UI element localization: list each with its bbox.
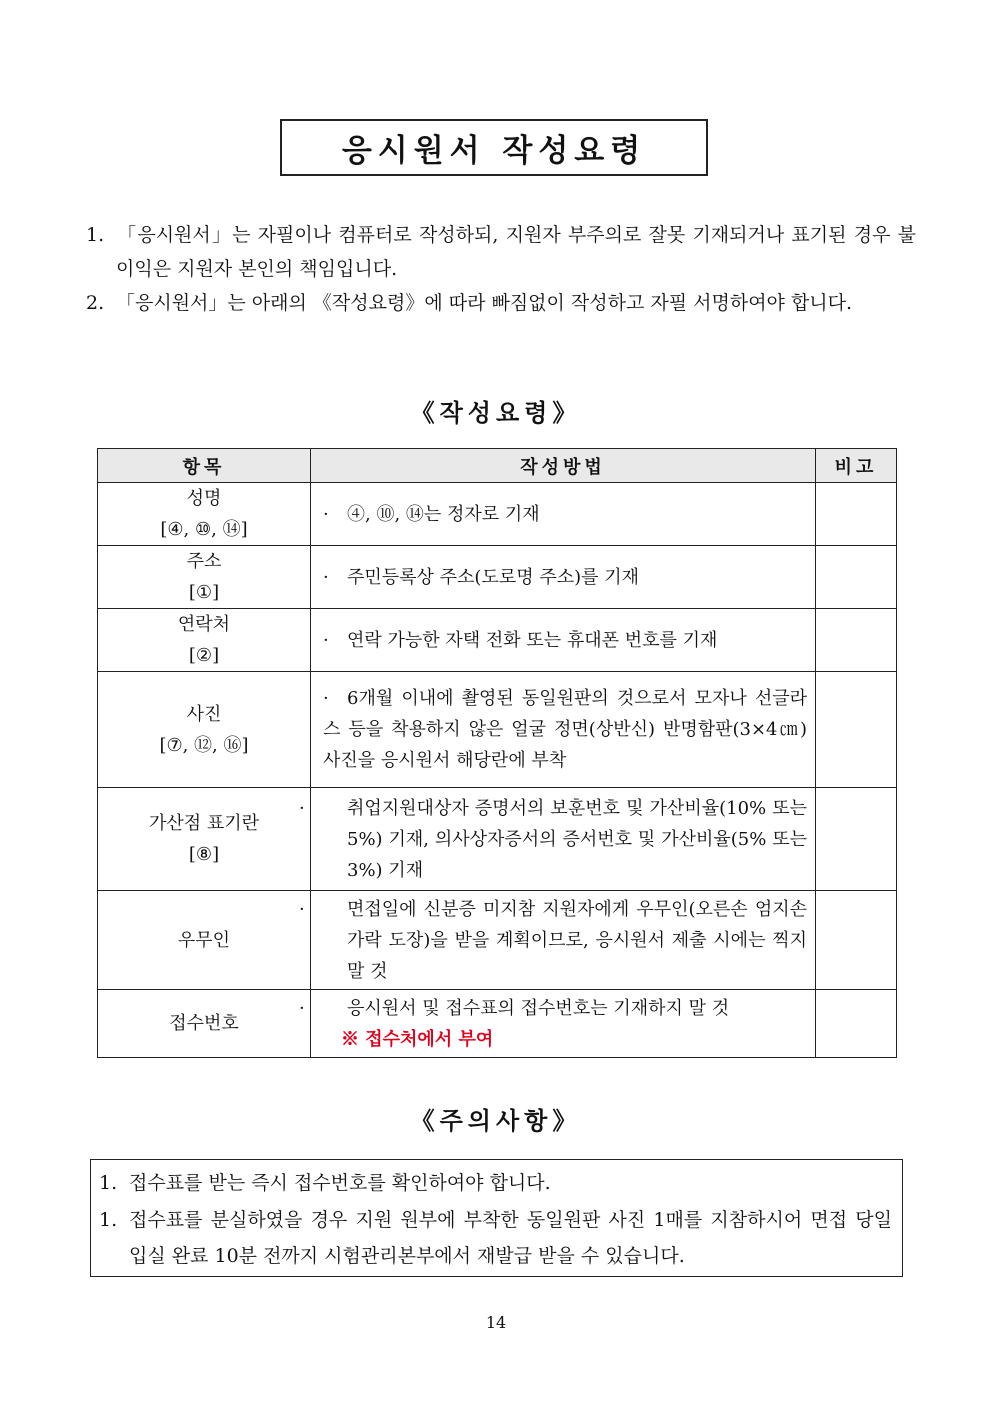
item-cell [98,990,311,1058]
item-cell [98,483,311,546]
table-row [98,990,897,1058]
caution-item-text: 접수표를 분실하였을 경우 지원 원부에 부착한 동일원판 사진 1매를 지참하시어 면접 당일 입실 완료 10분 전까지 시험관리본부에서 재발급 받을 수 있습니다. [129,1209,892,1267]
item-name: 연락처 [177,614,231,635]
method-text: 연락 가능한 자택 전화 또는 휴대폰 번호를 기재 [347,629,718,651]
method-text: 6개월 이내에 촬영된 동일원판의 것으로서 모자나 선글라스 등을 착용하지 않은 얼굴 정면(상반신) 반명함판(3×4㎝) 사진을 응시원서 해당란에 부착 [323,688,807,771]
item-cell [98,546,311,609]
caution-item [99,1164,892,1202]
method-cell [299,891,816,990]
item-name: 접수번호 [169,1013,239,1034]
caution-item-number: 1. [99,1209,118,1231]
method-text: 주민등록상 주소(도로명 주소)를 기재 [347,566,640,588]
intro-item-number: 2. [86,292,105,314]
table-row [98,672,897,788]
method-text: 취업지원대상자 증명서의 보훈번호 및 가산비율(10% 또는 5%) 기재, 의사상자증서의 증서번호 및 가산비율(5% 또는 3%) 기재 [347,797,807,881]
intro-list [86,218,916,320]
method-cell [311,546,816,609]
item-name: 가산점 표기란 [148,813,260,834]
note-cell [816,546,897,609]
header-note: 비고 [816,449,897,483]
header-item: 항목 [98,449,311,483]
item-cell [98,788,311,891]
note-cell [816,990,897,1058]
item-cell [98,609,311,672]
item-code: [⑦, ⑫, ⑯] [159,734,249,756]
intro-item-text: 「응시원서」는 아래의 《작성요령》에 따라 빠짐없이 작성하고 자필 서명하여야 합니다. [116,292,853,314]
method-hanging-text [299,993,807,1024]
table-row [98,546,897,609]
intro-item [86,286,916,320]
method-table [97,448,897,1058]
method-text: 면접일에 신분증 미지참 지원자에게 우무인(오른손 엄지손가락 도장)을 받을 계획이므로, 응시원서 제출 시에는 찍지 말 것 [347,898,807,982]
document-title [280,119,708,176]
method-cell [311,483,816,546]
method-cell [299,990,816,1058]
item-name: 우무인 [177,929,231,951]
caution-box [90,1159,903,1277]
method-cell [299,788,816,891]
intro-item-text: 「응시원서」는 자필이나 컴퓨터로 작성하되, 지원자 부주의로 잘못 기재되거나 표기된 경우 불이익은 지원자 본인의 책임입니다. [116,224,916,280]
bullet-mark: · [299,797,305,819]
bullet-mark: · [323,503,329,525]
item-code: [②] [188,645,220,666]
item-cell [98,891,311,990]
reception-note: ※ 접수처에서 부여 [341,1028,494,1050]
note-cell [816,483,897,546]
table-row [98,788,897,891]
note-cell [816,788,897,891]
method-text: 응시원서 및 접수표의 접수번호는 기재하지 말 것 [347,997,730,1019]
item-name: 사진 [186,703,222,725]
table-row [98,609,897,672]
intro-item [86,218,916,286]
method-cell [311,672,816,788]
table-row [98,483,897,546]
header-method: 작성방법 [311,449,816,483]
bullet-mark: · [323,629,329,651]
item-code: [④, ⑩, ⑭] [160,519,248,540]
note-cell [816,609,897,672]
item-code: [①] [188,582,220,603]
note-cell [816,891,897,990]
method-heading: 《작성요령》 [410,398,582,427]
caution-item-text: 접수표를 받는 즉시 접수번호를 확인하여야 합니다. [129,1172,551,1194]
method-hanging-text [299,793,807,886]
table-row [98,891,897,990]
item-name: 주소 [186,551,222,572]
page-number: 14 [485,1313,507,1332]
item-name: 성명 [186,488,222,509]
caution-item [99,1202,892,1274]
method-hanging-text [299,894,807,987]
note-cell [816,672,897,788]
bullet-mark: · [299,997,305,1019]
bullet-mark: · [323,566,329,588]
intro-item-number: 1. [86,224,105,246]
bullet-mark: · [299,898,305,920]
method-cell [311,609,816,672]
bullet-mark: · [323,688,329,709]
item-code: [⑧] [188,844,220,865]
item-cell [98,672,311,788]
caution-heading: 《주의사항》 [410,1106,582,1135]
document-title-text: 응시원서 작성요령 [341,133,647,169]
table-header-row [98,449,897,483]
caution-item-number: 1. [99,1172,118,1194]
method-text: ④, ⑩, ⑭는 정자로 기재 [347,503,540,525]
